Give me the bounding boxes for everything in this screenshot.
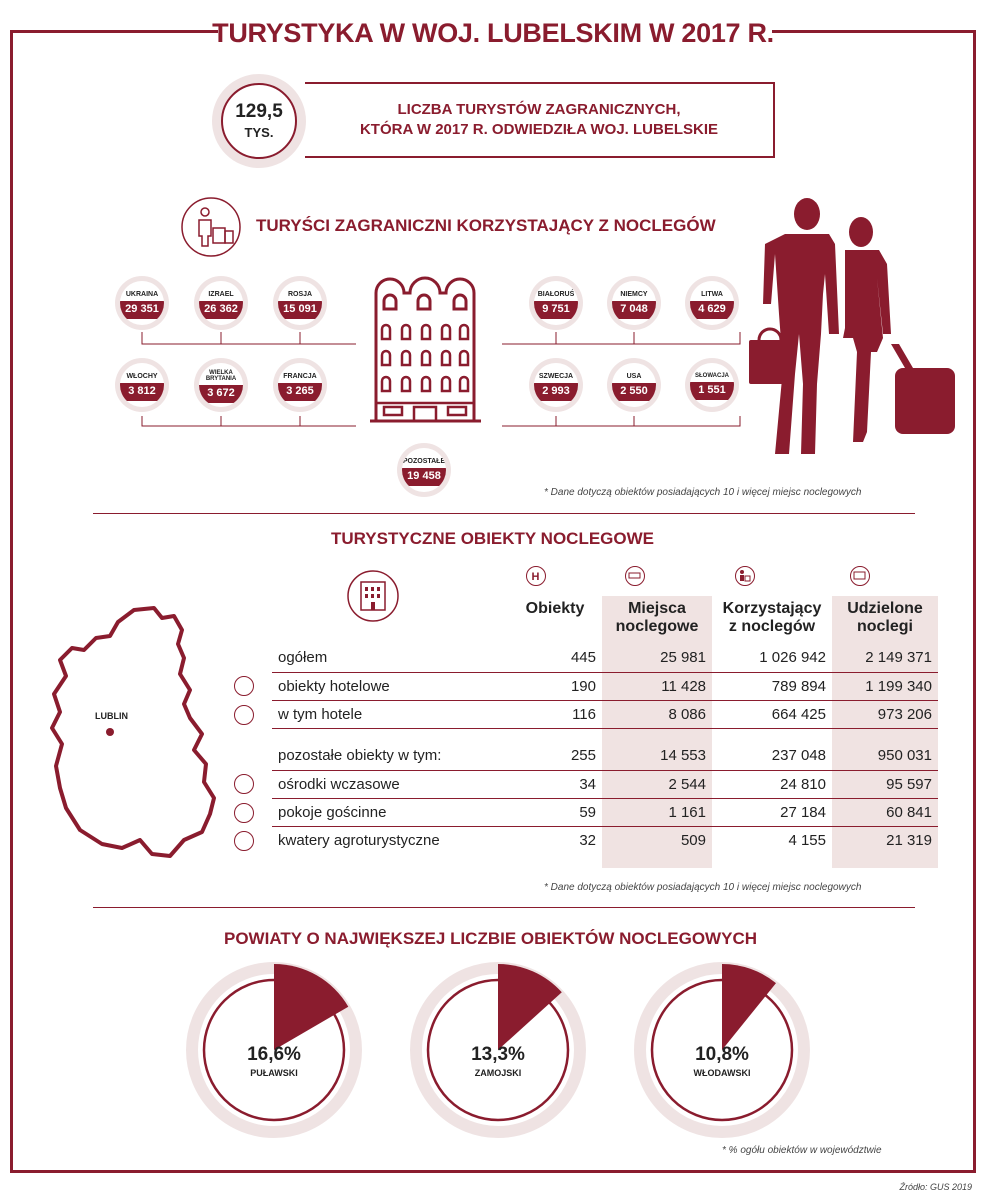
tourists-note: * Dane dotyczą obiektów posiadających 10 i więcej miejsc noclegowych bbox=[544, 487, 862, 498]
country-szwecja: SZWECJA 2 993 bbox=[529, 358, 583, 412]
country-niemcy: NIEMCY 7 048 bbox=[607, 276, 661, 330]
table-row: ogółem 445 25 981 1 026 942 2 149 371 bbox=[272, 644, 938, 672]
district-label: 16,6% PUŁAWSKI bbox=[247, 1044, 301, 1078]
country-wlochy: WŁOCHY 3 812 bbox=[115, 358, 169, 412]
country-ukraina: UKRAINA 29 351 bbox=[115, 276, 169, 330]
country-pozostale: POZOSTAŁE 19 458 bbox=[397, 443, 451, 497]
table-row: pozostałe obiekty w tym: 255 14 553 237 048 950 031 bbox=[272, 742, 938, 770]
accommodation-table bbox=[272, 596, 938, 868]
traveler-icon bbox=[180, 196, 242, 258]
headline-line2: KTÓRA W 2017 R. ODWIEDZIŁA WOJ. LUBELSKIE bbox=[359, 121, 719, 138]
country-bialorus: BIAŁORUŚ 9 751 bbox=[529, 276, 583, 330]
divider-2 bbox=[93, 907, 915, 908]
farmhouse-icon bbox=[234, 831, 254, 851]
tourists-title: TURYŚCI ZAGRANICZNI KORZYSTAJĄCY Z NOCLEGÓW bbox=[256, 216, 716, 235]
table-row: ośrodki wczasowe 34 2 544 24 810 95 597 bbox=[272, 770, 938, 798]
headline-unit: TYS. bbox=[244, 125, 274, 140]
headline-value: 129,5 bbox=[235, 101, 283, 122]
country-usa: USA 2 550 bbox=[607, 358, 661, 412]
district-label: 10,8% WŁODAWSKI bbox=[693, 1044, 751, 1078]
table-row: obiekty hotelowe 190 11 428 789 894 1 199 340 bbox=[272, 672, 938, 700]
table-row: kwatery agroturystyczne 32 509 4 155 21 319 bbox=[272, 826, 938, 854]
headline-box bbox=[305, 82, 775, 158]
col-korzystajacy: Korzystający z noclegów bbox=[722, 600, 822, 635]
col-miejsca: Miejsca noclegowe bbox=[602, 596, 712, 644]
travelers-silhouette-icon bbox=[745, 192, 965, 458]
hotel-only-icon bbox=[234, 705, 254, 725]
guest-icon bbox=[735, 566, 755, 586]
bed-icon bbox=[625, 566, 645, 586]
country-izrael: IZRAEL 26 362 bbox=[194, 276, 248, 330]
country-rosja: ROSJA 15 091 bbox=[273, 276, 327, 330]
district-label: 13,3% ZAMOJSKI bbox=[471, 1044, 525, 1078]
country-francja: FRANCJA 3 265 bbox=[273, 358, 327, 412]
headline-line1: LICZBA TURYSTÓW ZAGRANICZNYCH, bbox=[397, 100, 681, 118]
svg-text:H: H bbox=[531, 571, 540, 583]
key-card-icon bbox=[850, 566, 870, 586]
accommodation-note: * Dane dotyczą obiektów posiadających 10 i więcej miejsc noclegowych bbox=[544, 882, 862, 893]
col-obiekty: Obiekty bbox=[525, 600, 585, 617]
col-udzielone: Udzielone noclegi bbox=[832, 596, 938, 644]
resort-icon bbox=[234, 774, 254, 794]
country-wielka-brytania: WIELKA BRYTANIA 3 672 bbox=[194, 358, 248, 412]
divider-1 bbox=[93, 513, 915, 514]
country-slowacja: SŁOWACJA 1 551 bbox=[685, 358, 739, 412]
page-title: TURYSTYKA W WOJ. LUBELSKIM W 2017 R. bbox=[212, 18, 774, 48]
source-note: Źródło: GUS 2019 bbox=[899, 1182, 972, 1192]
districts-title: POWIATY O NAJWIĘKSZEJ LICZBIE OBIEKTÓW NOCLEGOWYCH bbox=[224, 929, 757, 948]
districts-note: * % ogółu obiektów w województwie bbox=[722, 1145, 882, 1156]
guest-room-icon bbox=[234, 803, 254, 823]
accommodation-title: TURYSTYCZNE OBIEKTY NOCLEGOWE bbox=[331, 529, 655, 548]
map-city-label: LUBLIN bbox=[95, 711, 128, 721]
hotel-objects-icon bbox=[234, 676, 254, 696]
region-map bbox=[44, 604, 222, 866]
hotel-h-icon bbox=[526, 566, 546, 586]
headline-circle bbox=[212, 74, 306, 168]
table-row: w tym hotele 116 8 086 664 425 973 206 bbox=[272, 700, 938, 728]
table-row: pokoje gościnne 59 1 161 27 184 60 841 bbox=[272, 798, 938, 826]
hotel-building-icon bbox=[368, 275, 483, 425]
country-litwa: LITWA 4 629 bbox=[685, 276, 739, 330]
